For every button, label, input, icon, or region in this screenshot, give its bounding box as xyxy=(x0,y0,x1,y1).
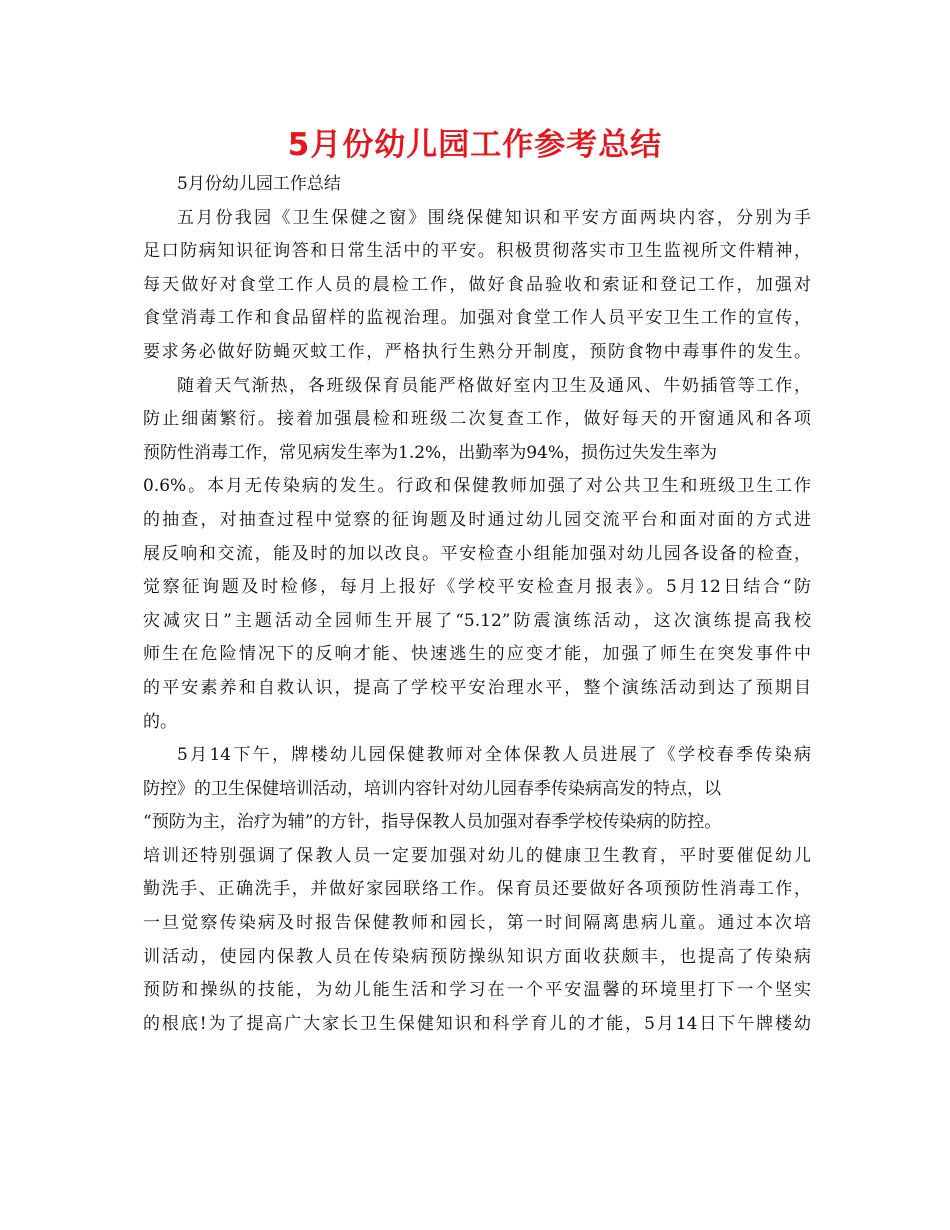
text-line: 随着天气渐热，各班级保育员能严格做好室内卫生及通风、牛奶插管等工作， xyxy=(177,375,811,396)
text-line: “预防为主，治疗为辅”的方针，指导保教人员加强对春季学校传染病的防控。 xyxy=(143,812,722,833)
text-line: 勤洗手、正确洗手，并做好家园联络工作。保育员还要做好各项预防性消毒工作， xyxy=(143,879,811,900)
text-line: 训活动，使园内保教人员在传染病预防操纵知识方面收获颇丰，也提高了传染病 xyxy=(143,946,811,967)
text-line: 的抽查，对抽查过程中觉察的征询题及时通过幼儿园交流平台和面对面的方式进 xyxy=(143,509,811,530)
text-line: 展反响和交流，能及时的加以改良。平安检查小组能加强对幼儿园各设备的检查， xyxy=(143,543,811,564)
text-line: 灾减灾日”主题活动全园师生开展了“5.12”防震演练活动，这次演练提高我校 xyxy=(143,610,811,631)
text-line: 预防和操纵的技能，为幼儿能生活和学习在一个平安温馨的环境里打下一个坚实 xyxy=(143,980,811,1001)
text-line: 足口防病知识征询答和日常生活中的平安。积极贯彻落实市卫生监视所文件精神， xyxy=(143,241,811,262)
document-title: 5月份幼儿园工作参考总结 xyxy=(287,127,663,163)
text-line: 5月份幼儿园工作总结 xyxy=(177,174,341,194)
text-line: 师生在危险情况下的反响才能、快速逃生的应变才能，加强了师生在突发事件中 xyxy=(143,644,811,665)
text-line: 预防性消毒工作，常见病发生率为1.2%，出勤率为94%，损伤过失发生率为 xyxy=(143,442,717,463)
text-line: 的平安素养和自救认识，提高了学校平安治理水平，整个演练活动到达了预期目 xyxy=(143,677,811,698)
text-line: 防止细菌繁衍。接着加强晨检和班级二次复查工作，做好每天的开窗通风和各项 xyxy=(143,409,811,430)
document-body xyxy=(143,168,811,1041)
text-line: 觉察征询题及时检修，每月上报好《学校平安检查月报表》。5月12日结合“防 xyxy=(143,577,811,598)
text-line: 防控》的卫生保健培训活动，培训内容针对幼儿园春季传染病高发的特点，以 xyxy=(143,778,721,799)
text-line: 5月14下午，牌楼幼儿园保健教师对全体保教人员进展了《学校春季传染病 xyxy=(177,745,811,766)
text-line: 一旦觉察传染病及时报告保健教师和园长，第一时间隔离患病儿童。通过本次培 xyxy=(143,913,811,934)
text-line: 培训还特别强调了保教人员一定要加强对幼儿的健康卫生教育，平时要催促幼儿 xyxy=(143,845,811,866)
text-line: 食堂消毒工作和食品留样的监视治理。加强对食堂工作人员平安卫生工作的宣传， xyxy=(143,308,811,329)
text-line: 的。 xyxy=(143,711,177,732)
text-line: 的根底!为了提高广大家长卫生保健知识和科学育儿的才能，5月14日下午牌楼幼 xyxy=(143,1013,811,1034)
text-line: 五月份我园《卫生保健之窗》围绕保健知识和平安方面两块内容，分别为手 xyxy=(177,207,811,228)
text-line: 要求务必做好防蝇灭蚊工作，严格执行生熟分开制度，预防食物中毒事件的发生。 xyxy=(143,341,811,362)
text-line: 每天做好对食堂工作人员的晨检工作，做好食品验收和索证和登记工作，加强对 xyxy=(143,274,811,295)
text-line: 0.6%。本月无传染病的发生。行政和保健教师加强了对公共卫生和班级卫生工作 xyxy=(143,476,811,497)
